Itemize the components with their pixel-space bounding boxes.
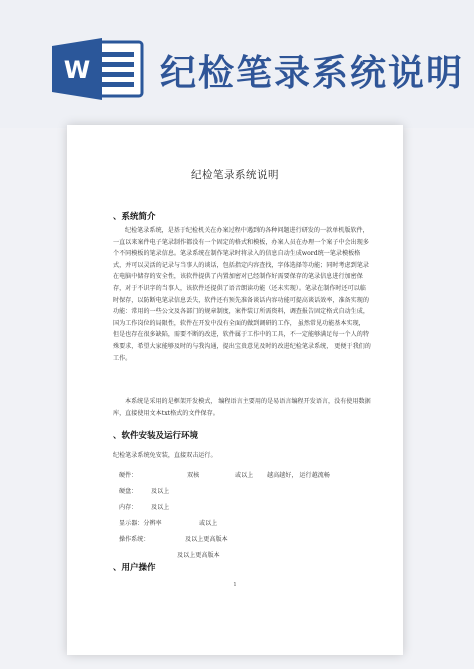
spec-label: 硬盘： — [119, 488, 138, 495]
framework-paragraph: 本系统是采用的是框架开发模式， 编程语言主要用的是易语言编程开发语言，没有使用数据库，直接使用文本txt格式的文件保存。 — [113, 398, 371, 417]
spec-label: 内存： — [119, 504, 138, 511]
intro-paragraph: 纪检笔录系统，是基于纪检机关在办案过程中遇到的各种问题进行研发的一款单机版软件，一直以来案件电子笔录制作都没有一个固定的格式和模板，办案人员在办理一个案子中会出现多个不同模板的笔录信息。笔录系统在制作笔录时将录入的信息自动生成word统一笔录模板格式，并可以灵活的记录与当事人的谈话，包括指定内容查找，字体选择等功能；同时考虑到笔录在电脑中储存的安全性，该软件提供了内置加密对已经制作好需要保存的笔录信息进行加密保存，对于不识字的当事人，该软件还提供了语音朗读功能（还未实现）。笔录在制作时还可以临时保存，以防断电笔录信息丢失，软件还有预先准备谈话内容功能可提高谈话效率，准备实现的功能：常用的一些公文及各部门的规章制度，案件装订所需资料，调查报告固定格式自动生成，国为工作岗位的局限性，软件在开发中没有全面的做到调研的工作， 虽然常见功能基本实现， 但是也存在很多缺陷，需要不断的改进，软件属于工作中的工具，不一定能够满足每一个人的特殊要求，希望大家能够及时的与我沟通，提出宝贵意见及时的改进纪检笔录系统， 更便于我们的工作。 — [113, 227, 371, 362]
document-title: 纪检笔录系统说明 — [191, 169, 279, 181]
spec-value: 及以上 — [151, 504, 170, 511]
banner — [0, 0, 474, 128]
spec-label: 操作系统： — [119, 536, 150, 543]
banner-title: 纪检笔录系统说明 — [160, 53, 465, 94]
spec-value: 或以上 — [199, 520, 218, 527]
spec-value: 双核 — [187, 472, 200, 479]
word-logo-letter: W — [63, 56, 91, 84]
spec-value: 越高越好， 运行越流畅 — [267, 472, 330, 479]
spec-label: 显示器：分辨率 — [119, 520, 162, 527]
spec-value: 及以上更高版本 — [185, 536, 228, 543]
spec-value: 或以上 — [235, 472, 254, 479]
document-page — [67, 125, 403, 655]
section-heading-user-ops: 、用户操作 — [113, 563, 156, 573]
spec-value: 及以上 — [151, 488, 170, 495]
word-icon — [50, 38, 148, 100]
section-heading-install: 、软件安装及运行环境 — [113, 431, 199, 441]
spec-value: 及以上更高版本 — [177, 552, 220, 559]
page-number: 1 — [233, 582, 237, 588]
section-heading-intro: 、系统简介 — [113, 212, 156, 222]
install-intro: 纪检笔录系统免安装，直接双击运行。 — [113, 452, 217, 459]
spec-label: 硬件： — [119, 472, 138, 479]
